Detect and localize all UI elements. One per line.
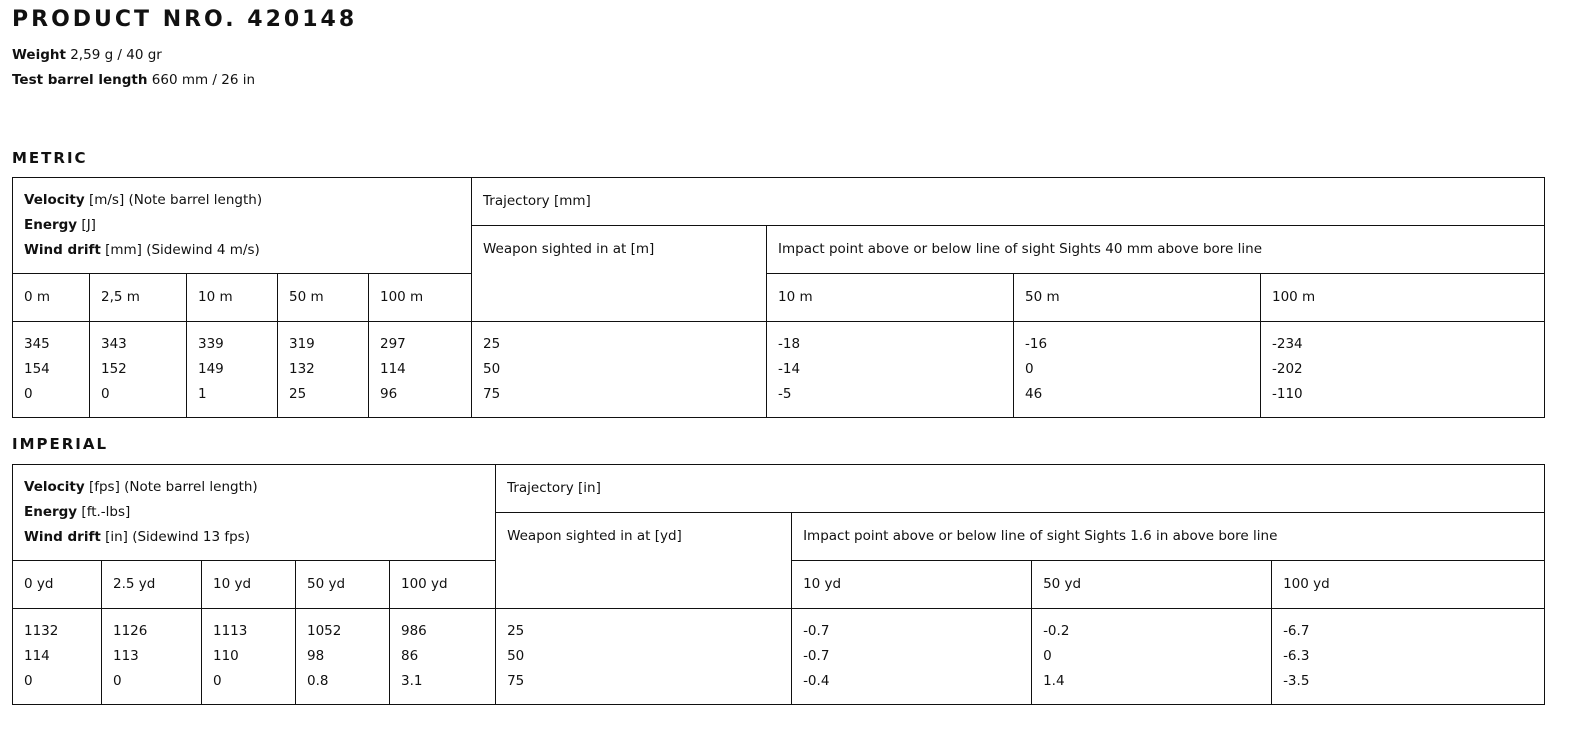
imperial-impact-values-cell: -0.7 -0.7 -0.4 — [792, 609, 1032, 705]
barrel-length-label: Test barrel length — [12, 72, 148, 88]
imperial-legend-cell — [13, 465, 496, 561]
imperial-distance-header: 10 yd — [202, 561, 296, 609]
imperial-values-cell: 1132 114 0 — [13, 609, 102, 705]
metric-distance-header: 0 m — [13, 274, 90, 322]
imperial-impact-distance-header: 50 yd — [1032, 561, 1272, 609]
imperial-legend-energy: Energy [ft.-lbs] — [24, 504, 131, 520]
imperial-distance-header: 100 yd — [390, 561, 496, 609]
product-title: PRODUCT NRO. 420148 — [12, 7, 358, 32]
metric-impact-distance-header: 50 m — [1014, 274, 1261, 322]
barrel-length-spec — [12, 72, 255, 88]
metric-values-cell: 319 132 25 — [278, 322, 369, 418]
metric-impact-values-cell: -234 -202 -110 — [1261, 322, 1545, 418]
imperial-legend-velocity: Velocity [fps] (Note barrel length) — [24, 479, 258, 495]
metric-distance-header: 50 m — [278, 274, 369, 322]
metric-impact-distance-header: 10 m — [767, 274, 1014, 322]
metric-values-cell: 345 154 0 — [13, 322, 90, 418]
metric-values-cell: 339 149 1 — [187, 322, 278, 418]
weight-spec — [12, 47, 162, 63]
metric-impact-distance-header: 100 m — [1261, 274, 1545, 322]
metric-sighted-values-cell: 25 50 75 — [472, 322, 767, 418]
imperial-impact-values-cell: -6.7 -6.3 -3.5 — [1272, 609, 1545, 705]
weight-label: Weight — [12, 47, 66, 63]
imperial-values-cell: 1126 113 0 — [102, 609, 202, 705]
imperial-sighted-values-cell: 25 50 75 — [496, 609, 792, 705]
imperial-heading: IMPERIAL — [12, 435, 109, 453]
metric-impact-header: Impact point above or below line of sight Sights 40 mm above bore line — [767, 226, 1545, 274]
metric-values-row — [13, 322, 1545, 418]
weight-value: 2,59 g / 40 gr — [70, 47, 162, 63]
metric-heading: METRIC — [12, 149, 88, 167]
metric-sighted-header: Weapon sighted in at [m] — [472, 226, 767, 322]
imperial-legend-wind-drift: Wind drift [in] (Sidewind 13 fps) — [24, 529, 250, 545]
imperial-impact-distance-header: 100 yd — [1272, 561, 1545, 609]
metric-distance-header: 2,5 m — [90, 274, 187, 322]
metric-ballistics-table — [12, 177, 1545, 418]
metric-impact-values-cell: -18 -14 -5 — [767, 322, 1014, 418]
metric-distance-header: 100 m — [369, 274, 472, 322]
imperial-values-cell: 1113 110 0 — [202, 609, 296, 705]
imperial-impact-header: Impact point above or below line of sight Sights 1.6 in above bore line — [792, 513, 1545, 561]
metric-values-cell: 343 152 0 — [90, 322, 187, 418]
metric-legend-energy: Energy [J] — [24, 217, 96, 233]
imperial-values-cell: 986 86 3.1 — [390, 609, 496, 705]
metric-legend-cell — [13, 178, 472, 274]
metric-impact-values-cell: -16 0 46 — [1014, 322, 1261, 418]
barrel-length-value: 660 mm / 26 in — [151, 72, 256, 88]
imperial-trajectory-header: Trajectory [in] — [496, 465, 1545, 513]
metric-legend-wind-drift: Wind drift [mm] (Sidewind 4 m/s) — [24, 242, 260, 258]
imperial-impact-distance-header: 10 yd — [792, 561, 1032, 609]
metric-distance-header: 10 m — [187, 274, 278, 322]
metric-legend-velocity: Velocity [m/s] (Note barrel length) — [24, 192, 263, 208]
imperial-impact-values-cell: -0.2 0 1.4 — [1032, 609, 1272, 705]
imperial-values-cell: 1052 98 0.8 — [296, 609, 390, 705]
imperial-sighted-header: Weapon sighted in at [yd] — [496, 513, 792, 609]
imperial-values-row — [13, 609, 1545, 705]
imperial-distance-header: 2.5 yd — [102, 561, 202, 609]
imperial-ballistics-table — [12, 464, 1545, 705]
metric-values-cell: 297 114 96 — [369, 322, 472, 418]
imperial-distance-header: 0 yd — [13, 561, 102, 609]
imperial-distance-header: 50 yd — [296, 561, 390, 609]
metric-trajectory-header: Trajectory [mm] — [472, 178, 1545, 226]
